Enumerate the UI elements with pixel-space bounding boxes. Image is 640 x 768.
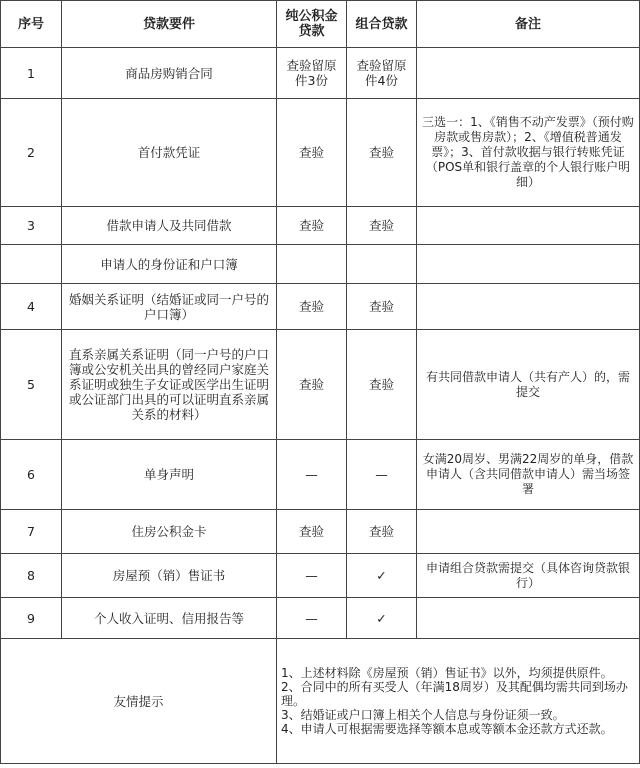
row-remark: 申请组合贷款需提交（具体咨询贷款银行）	[417, 554, 640, 598]
row-combo: 查验	[347, 510, 417, 554]
row-remark	[417, 48, 640, 99]
row-no: 1	[1, 48, 62, 99]
header-row	[1, 1, 640, 48]
tips-row	[1, 639, 640, 764]
row-no: 3	[1, 207, 62, 245]
row-no	[1, 245, 62, 284]
row-no: 4	[1, 284, 62, 330]
table-row	[1, 510, 640, 554]
row-remark: 女满20周岁、男满22周岁的单身，借款申请人（含共同借款申请人）需当场签署	[417, 440, 640, 510]
table-row	[1, 440, 640, 510]
row-item: 个人收入证明、信用报告等	[62, 598, 277, 639]
row-remark	[417, 598, 640, 639]
row-item: 住房公积金卡	[62, 510, 277, 554]
row-pure: 查验	[277, 207, 347, 245]
table-row	[1, 207, 640, 245]
tip-item: 2、合同中的所有买受人（年满18周岁）及其配偶均需共同到场办理。	[281, 680, 628, 708]
row-no: 2	[1, 99, 62, 207]
row-combo: ✓	[347, 598, 417, 639]
row-item: 商品房购销合同	[62, 48, 277, 99]
table-row	[1, 284, 640, 330]
header-pure: 纯公积金贷款	[277, 1, 347, 48]
row-combo: 查验	[347, 330, 417, 440]
row-item: 借款申请人及共同借款	[62, 207, 277, 245]
row-combo: 查验	[347, 207, 417, 245]
table-row	[1, 48, 640, 99]
row-pure: —	[277, 440, 347, 510]
row-remark	[417, 510, 640, 554]
table-row	[1, 99, 640, 207]
row-pure: —	[277, 598, 347, 639]
row-item: 首付款凭证	[62, 99, 277, 207]
header-item: 贷款要件	[62, 1, 277, 48]
row-item: 申请人的身份证和户口簿	[62, 245, 277, 284]
row-remark: 三选一：1、《销售不动产发票》（预付购房款或售房款）；2、《增值税普通发票》；3、首付款收据与银行转账凭证（POS单和银行盖章的个人银行账户明细）	[417, 99, 640, 207]
row-pure: 查验留原件3份	[277, 48, 347, 99]
table-row	[1, 554, 640, 598]
tips-content	[277, 639, 640, 764]
row-pure: 查验	[277, 284, 347, 330]
row-combo: 查验	[347, 284, 417, 330]
row-item: 房屋预（销）售证书	[62, 554, 277, 598]
row-no: 7	[1, 510, 62, 554]
row-no: 8	[1, 554, 62, 598]
header-combo: 组合贷款	[347, 1, 417, 48]
row-pure: 查验	[277, 99, 347, 207]
row-no: 6	[1, 440, 62, 510]
row-combo: ✓	[347, 554, 417, 598]
row-item: 单身声明	[62, 440, 277, 510]
tip-item: 3、结婚证或户口簿上相关个人信息与身份证须一致。	[281, 708, 565, 722]
table-row	[1, 598, 640, 639]
row-pure: 查验	[277, 330, 347, 440]
row-combo: 查验	[347, 99, 417, 207]
row-pure: 查验	[277, 510, 347, 554]
row-pure: —	[277, 554, 347, 598]
row-combo: —	[347, 440, 417, 510]
row-remark	[417, 207, 640, 245]
row-item: 直系亲属关系证明（同一户号的户口簿或公安机关出具的曾经同户家庭关系证明或独生子女证或医学出生证明或公证部门出具的可以证明直系亲属关系的材料）	[62, 330, 277, 440]
row-no: 5	[1, 330, 62, 440]
row-remark: 有共同借款申请人（共有产人）的，需提交	[417, 330, 640, 440]
tip-item: 4、申请人可根据需要选择等额本息或等额本金还款方式还款。	[281, 722, 613, 736]
tips-label: 友情提示	[1, 639, 277, 764]
row-item: 婚姻关系证明（结婚证或同一户号的户口簿）	[62, 284, 277, 330]
table-row	[1, 245, 640, 284]
tip-item: 1、上述材料除《房屋预（销）售证书》以外，均须提供原件。	[281, 666, 613, 680]
row-remark	[417, 245, 640, 284]
header-remark: 备注	[417, 1, 640, 48]
table-row	[1, 330, 640, 440]
row-combo	[347, 245, 417, 284]
row-combo: 查验留原件4份	[347, 48, 417, 99]
row-remark	[417, 284, 640, 330]
row-no: 9	[1, 598, 62, 639]
row-pure	[277, 245, 347, 284]
header-no: 序号	[1, 1, 62, 48]
